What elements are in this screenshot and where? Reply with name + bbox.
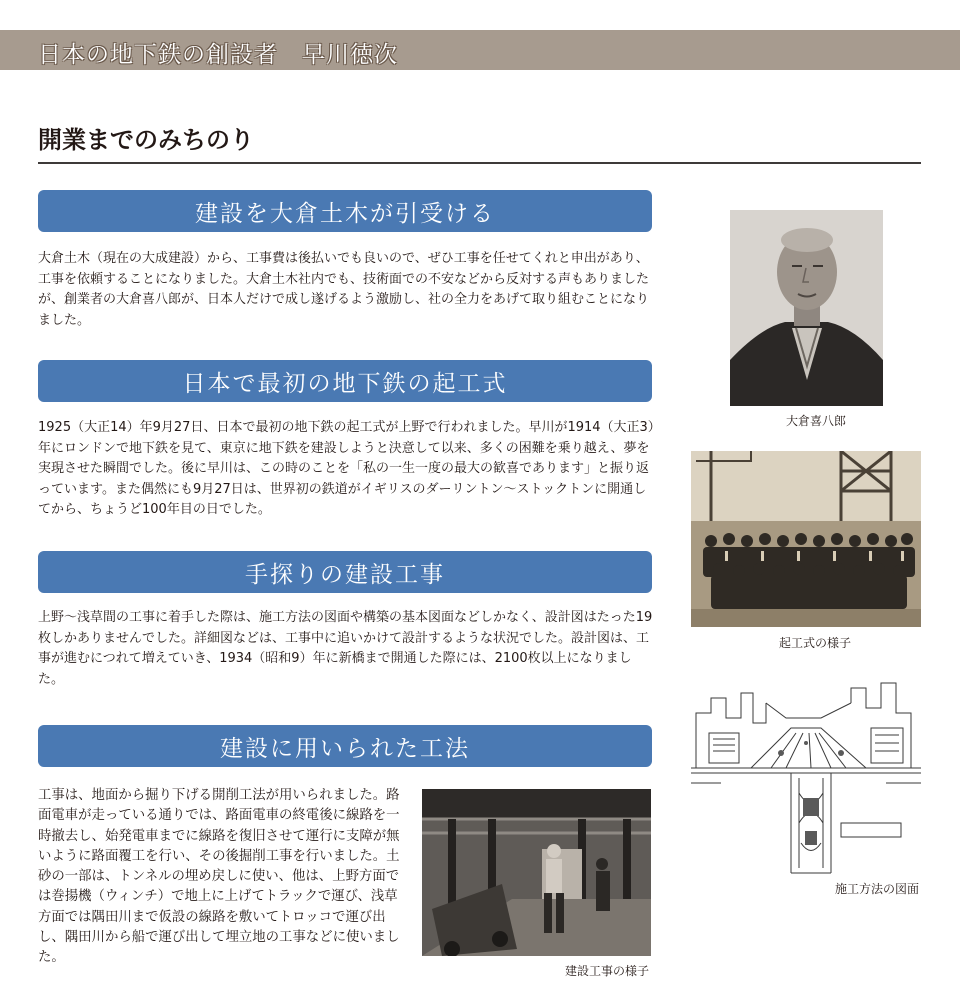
- section-4-heading-band: [38, 725, 652, 767]
- section-2-heading-band: [38, 360, 652, 402]
- section-4-body: 工事は、地面から掘り下げる開削工法が用いられました。路面電車が走っている通りでは、路面電車の終電後に線路を一時撤去し、始発電車までに線路を復旧させて運行に支障が無いように路面覆工を行い、その後掘削工事を行いました。土砂の一部は、トンネルの埋め戻しに使い、他は、上野方面では巻揚機（ウィンチ）で地上に上げてトラックで運び、浅草方面では隅田川まで仮設の線路を敷いてトロッコで運び出し、隅田川から船で運び出して埋立地の工事などに使いました。: [38, 788, 400, 966]
- section-3-body: 上野〜浅草間の工事に着手した際は、施工方法の図面や構築の基本図面などしかなく、設計図はたった19枚しかありませんでした。詳細図などは、工事中に追いかけて設計するような状況でした。設計図は、工事が進むにつれて増えていき、1934（昭和9）年に新橋まで開通した際には、2100枚以上になりました。: [38, 610, 653, 687]
- header-title: 日本の地下鉄の創設者 早川徳次: [38, 42, 398, 68]
- method-drawing: [691, 673, 921, 878]
- section-2-body: 1925（大正14）年9月27日、日本で最初の地下鉄の起工式が上野で行われました。早川が1914（大正3）年にロンドンで地下鉄を見て、東京に地下鉄を建設しようと決意して以来、多くの困難を乗り越え、夢を実現させた瞬間でした。後に早川は、この時のことを「私の一生一度の最大の歓喜であります」と振り返っています。また偶然にも9月27日は、世界初の鉄道がイギリスのダーリントン〜ストックトンに開通してから、ちょうど100年目の日でした。: [38, 420, 655, 517]
- construction-caption: 建設工事の様子: [565, 964, 650, 978]
- section-1-heading: 建設を大倉土木が引受ける: [195, 200, 495, 227]
- ceremony-photo: [691, 451, 921, 627]
- section-3-heading: 手探りの建設工事: [245, 561, 445, 588]
- section-4-heading: 建設に用いられた工法: [220, 735, 470, 762]
- section-1-heading-band: [38, 190, 652, 232]
- page-heading: 開業までのみちのり: [38, 126, 254, 154]
- portrait-photo: [730, 210, 883, 406]
- construction-photo: [422, 789, 651, 956]
- ceremony-caption: 起工式の様子: [779, 636, 852, 650]
- section-3-heading-band: [38, 551, 652, 593]
- section-1-body: 大倉土木（現在の大成建設）から、工事費は後払いでも良いので、ぜひ工事を任せてくれと申出があり、工事を依頼することになりました。大倉土木社内でも、技術面での不安などから反対する声もありましたが、創業者の大倉喜八郎が、日本人だけで成し遂げるよう激励し、社の全力をあげて取り組むことになりました。: [38, 251, 650, 328]
- portrait-caption: 大倉喜八郎: [786, 414, 847, 428]
- drawing-caption: 施工方法の図面: [835, 882, 920, 896]
- section-2-heading: 日本で最初の地下鉄の起工式: [182, 370, 508, 397]
- heading-divider: [38, 162, 921, 164]
